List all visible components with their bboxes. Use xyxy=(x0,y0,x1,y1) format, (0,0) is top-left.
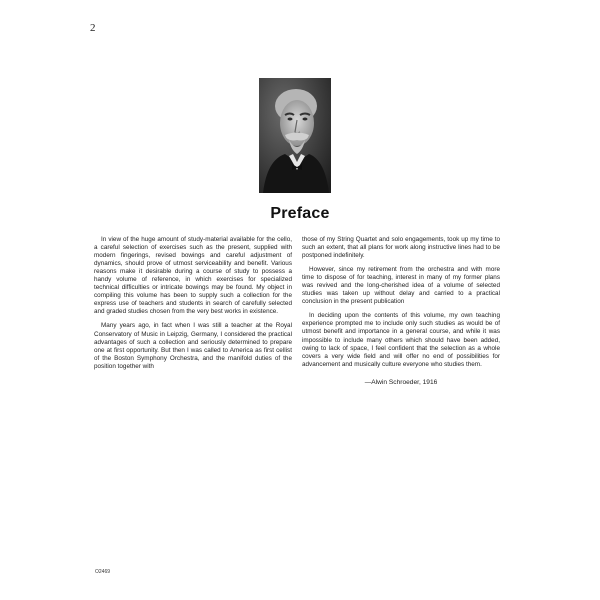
portrait-illustration xyxy=(259,78,331,193)
catalog-number: O2469 xyxy=(95,569,111,575)
portrait-photo xyxy=(259,78,331,193)
page-number: 2 xyxy=(90,22,96,34)
right-paragraph-1: those of my String Quartet and solo engagements, took up my time to such an extent, that all plans for work along instructive lines had to be postponed indefinitely. xyxy=(302,236,500,260)
right-paragraph-2: However, since my retirement from the orchestra and with more time to dispose of for teaching, interest in many of my former plans was revived and the long-cherished idea of a volume of selected studies was taken up without delay and carried to a practical conclusion in the present publication xyxy=(302,266,500,306)
left-column xyxy=(94,236,292,377)
right-column xyxy=(302,236,500,387)
left-paragraph-1: In view of the huge amount of study-material available for the cello, a careful selection of exercises such as the present, supplied with modern fingerings, revised bowings and careful adjustment of dynamics, should prove of utmost serviceability and benefit. Various reasons make it desirable during a course of study to possess a handy volume of reference, in which exercises for specialized technical difficulties or intricate bowings may be found. My object in compiling this volume has been to supply such a collection for the express use of teachers and students in search of carefully selected and graded studies chosen from the very best works in existence. xyxy=(94,236,292,316)
right-paragraph-3: In deciding upon the contents of this volume, my own teaching experience prompted me to include only such studies as would be of utmost benefit and importance in a general course, and while it was impossible to include many others which should have been added, owing to lack of space, I feel confident that the selection as a whole covers a very wide field and will offer no end of possibilities for advancement and musically culture everyone who studies them. xyxy=(302,312,500,368)
author-signature: —Alwin Schroeder, 1916 xyxy=(364,378,438,386)
left-paragraph-2: Many years ago, in fact when I was still a teacher at the Royal Conservatory of Music in Leipzig, Germany, I considered the practical advantages of such a collection and seriously determined to prepare one at first opportunity. But then I was called to America as first cellist of the Boston Symphony Orchestra, and the manifold duties of the position together with xyxy=(94,322,292,370)
page-title: Preface xyxy=(270,205,330,222)
